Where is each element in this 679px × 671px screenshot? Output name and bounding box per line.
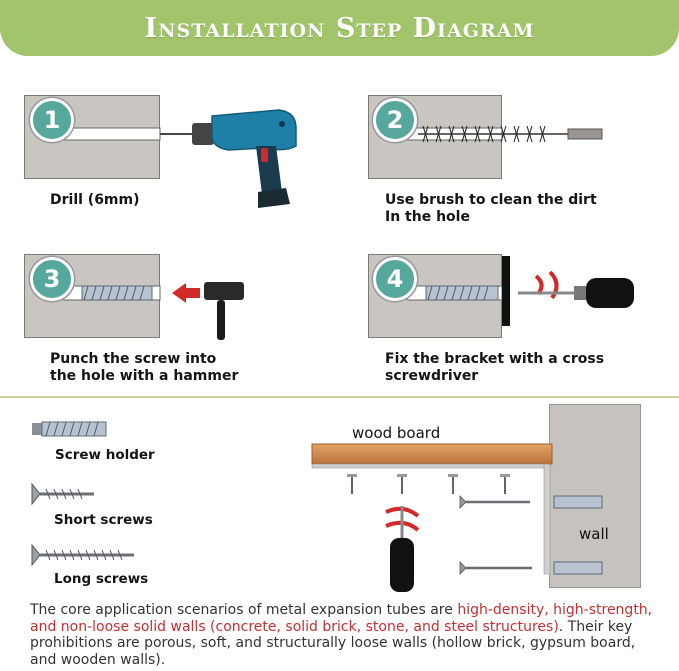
- step1-badge: 1: [30, 98, 74, 142]
- footer-text-part1: The core application scenarios of metal expansion tubes are: [30, 602, 458, 618]
- step2-caption: Use brush to clean the dirt In the hole: [385, 192, 597, 225]
- page-title: Installation Step Diagram: [144, 12, 535, 44]
- step4-caption: Fix the bracket with a cross screwdriver: [385, 351, 605, 384]
- footer-text-highlight: high-density, high-strength, and non-loose solid walls (concrete, solid brick, stone, and steel structures): [30, 602, 653, 635]
- step2-badge: 2: [373, 98, 417, 142]
- title-banner: [0, 0, 679, 56]
- long-screw-icon: [28, 543, 138, 567]
- legend-screw-holder: Screw holder: [55, 447, 155, 463]
- screw-holder-icon: [30, 418, 110, 440]
- footer-text-part2: . Their key prohibitions are porous, soft, and structurally loose walls (hollow brick, gypsum board, and wooden walls).: [30, 618, 636, 668]
- wall-label: wall: [579, 525, 609, 543]
- step3-badge: 3: [30, 257, 74, 301]
- legend-long-screws: Long screws: [54, 571, 149, 587]
- wood-board-label: wood board: [352, 424, 441, 442]
- step4-badge: 4: [373, 257, 417, 301]
- legend-short-screws: Short screws: [54, 512, 153, 528]
- step1-caption: Drill (6mm): [50, 192, 140, 208]
- short-screw-icon: [28, 482, 98, 506]
- section-divider: [0, 396, 679, 398]
- footer-note: [30, 602, 660, 668]
- step3-caption: Punch the screw into the hole with a hammer: [50, 351, 239, 384]
